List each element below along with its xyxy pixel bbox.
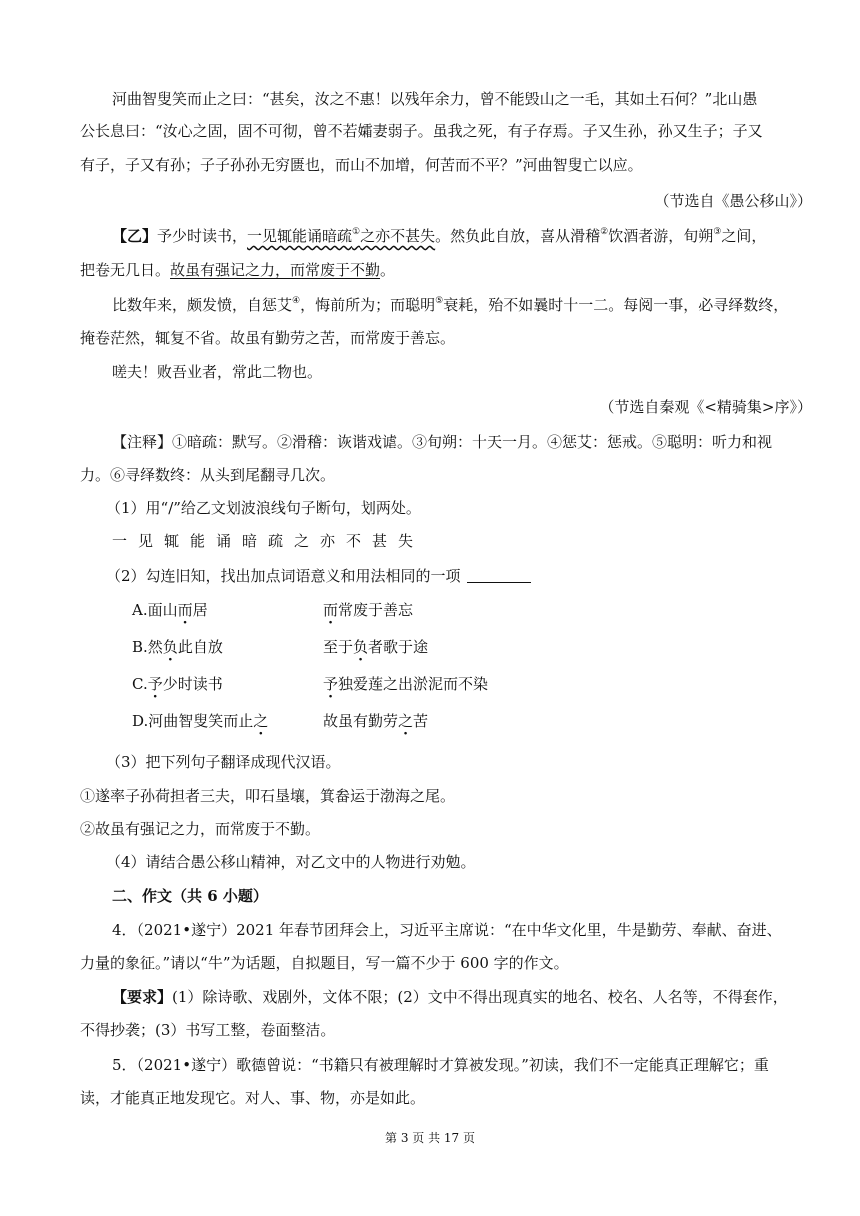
passage-yi-para-2-line-2: 掩卷茫然，辄复不省。故虽有勤劳之苦，而常废于善忘。 <box>80 329 456 347</box>
answer-blank[interactable] <box>467 568 531 583</box>
question-2: （2）勾连旧知，找出加点词语意义和用法相同的一项 <box>106 566 531 586</box>
option-a-right: 而常废于善忘 <box>323 601 414 619</box>
underlined-sentence: 故虽有强记之力，而常废于不勤 <box>170 261 381 279</box>
page-footer: 第 3 页 共 17 页 <box>385 1131 475 1145</box>
passage-jia-line-1: 河曲智叟笑而止之曰：“甚矣，汝之不惠！以残年余力，曾不能毁山之一毛，其如土石何？”北山愚 <box>112 90 758 108</box>
essay-4-line-1: 4．（2021•遂宁）2021 年春节团拜会上，习近平主席说：“在中华文化里，牛是勤劳、奉献、奋进、 <box>112 921 782 939</box>
section-2-title: 二、作文（共 6 小题） <box>112 887 268 905</box>
passage-jia-line-2: 公长息曰：“汝心之固，固不可彻，曾不若孀妻弱子。虽我之死，有子存焉。子又生孙，孙又生子；子又 <box>80 122 763 140</box>
question-3-sentence-2: ②故虽有强记之力，而常废于不勤。 <box>80 820 321 838</box>
question-1: （1）用“/”给乙文划波浪线句子断句，划两处。 <box>106 499 421 517</box>
passage-yi-line-1: 【乙】予少时读书，一见辄能诵暗疏①之亦不甚失。然负此自放，喜从滑稽②饮酒者游，旬朔③之间， <box>112 227 767 245</box>
essay-4-requirements-line-2: 不得抄袭；(3）书写工整，卷面整洁。 <box>80 1021 336 1039</box>
notes-line-2: 力。⑥寻绎数终：从头到尾翻寻几次。 <box>80 466 336 484</box>
option-d-right: 故虽有勤劳之苦 <box>323 712 429 730</box>
option-d-left: D.河曲智叟笑而止之 <box>132 712 269 730</box>
passage-yi-source: （节选自秦观《<精骑集>序》） <box>599 398 812 416</box>
passage-jia-line-3: 有子，子又有孙；子子孙孙无穷匮也，而山不加增，何苦而不平？”河曲智叟亡以应。 <box>80 156 643 174</box>
question-1-sentence: 一见辄能诵暗疏之亦不甚失 <box>112 532 425 550</box>
option-b-right: 至于负者歌于途 <box>323 638 429 656</box>
notes-line-1: 【注释】①暗疏：默写。②滑稽：诙谐戏谑。③旬朔：十天一月。④惩艾：惩戒。⑤聪明：听力和视 <box>112 433 773 451</box>
essay-4-line-2: 力量的象征。”请以“牛”为话题，自拟题目，写一篇不少于 600 字的作文。 <box>80 954 569 972</box>
passage-yi-para-3: 嗟夫！败吾业者，常此二物也。 <box>112 363 323 381</box>
question-4: （4）请结合愚公移山精神，对乙文中的人物进行劝勉。 <box>106 853 476 871</box>
essay-5-line-2: 读，才能真正地发现它。对人、事、物，亦是如此。 <box>80 1089 426 1107</box>
question-3-sentence-1: ①遂率子孙荷担者三夫，叩石垦壤，箕畚运于渤海之尾。 <box>80 787 456 805</box>
option-b-left: B.然负此自放 <box>132 638 223 656</box>
passage-yi-para-2-line-1: 比数年来，颇发愤，自惩艾④，悔前所为；而聪明⑤衰耗，殆不如曩时十一二。每阅一事，必寻绎数终， <box>112 296 789 314</box>
essay-4-requirements: 【要求】(1）除诗歌、戏剧外，文体不限；(2）文中不得出现真实的地名、校名、人名等，不得套作， <box>112 988 788 1006</box>
option-c-left: C.予少时读书 <box>132 675 223 693</box>
wavy-underlined-sentence: 一见辄能诵暗疏①之亦不甚失 <box>247 227 436 245</box>
passage-yi-text: 予少时读书， <box>157 227 248 245</box>
option-c-right: 予独爱莲之出淤泥而不染 <box>323 675 489 693</box>
passage-yi-label: 【乙】 <box>112 227 158 245</box>
question-3: （3）把下列句子翻译成现代汉语。 <box>106 753 341 771</box>
passage-jia-source: （节选自《愚公移山》） <box>654 192 812 210</box>
option-a-left: A.面山而居 <box>132 601 208 619</box>
essay-5-line-1: 5．（2021•遂宁）歌德曾说：“书籍只有被理解时才算被发现。”初读，我们不一定能真正理解它；重 <box>112 1056 769 1074</box>
passage-yi-line-2: 把卷无几日。故虽有强记之力，而常废于不勤。 <box>80 261 396 279</box>
